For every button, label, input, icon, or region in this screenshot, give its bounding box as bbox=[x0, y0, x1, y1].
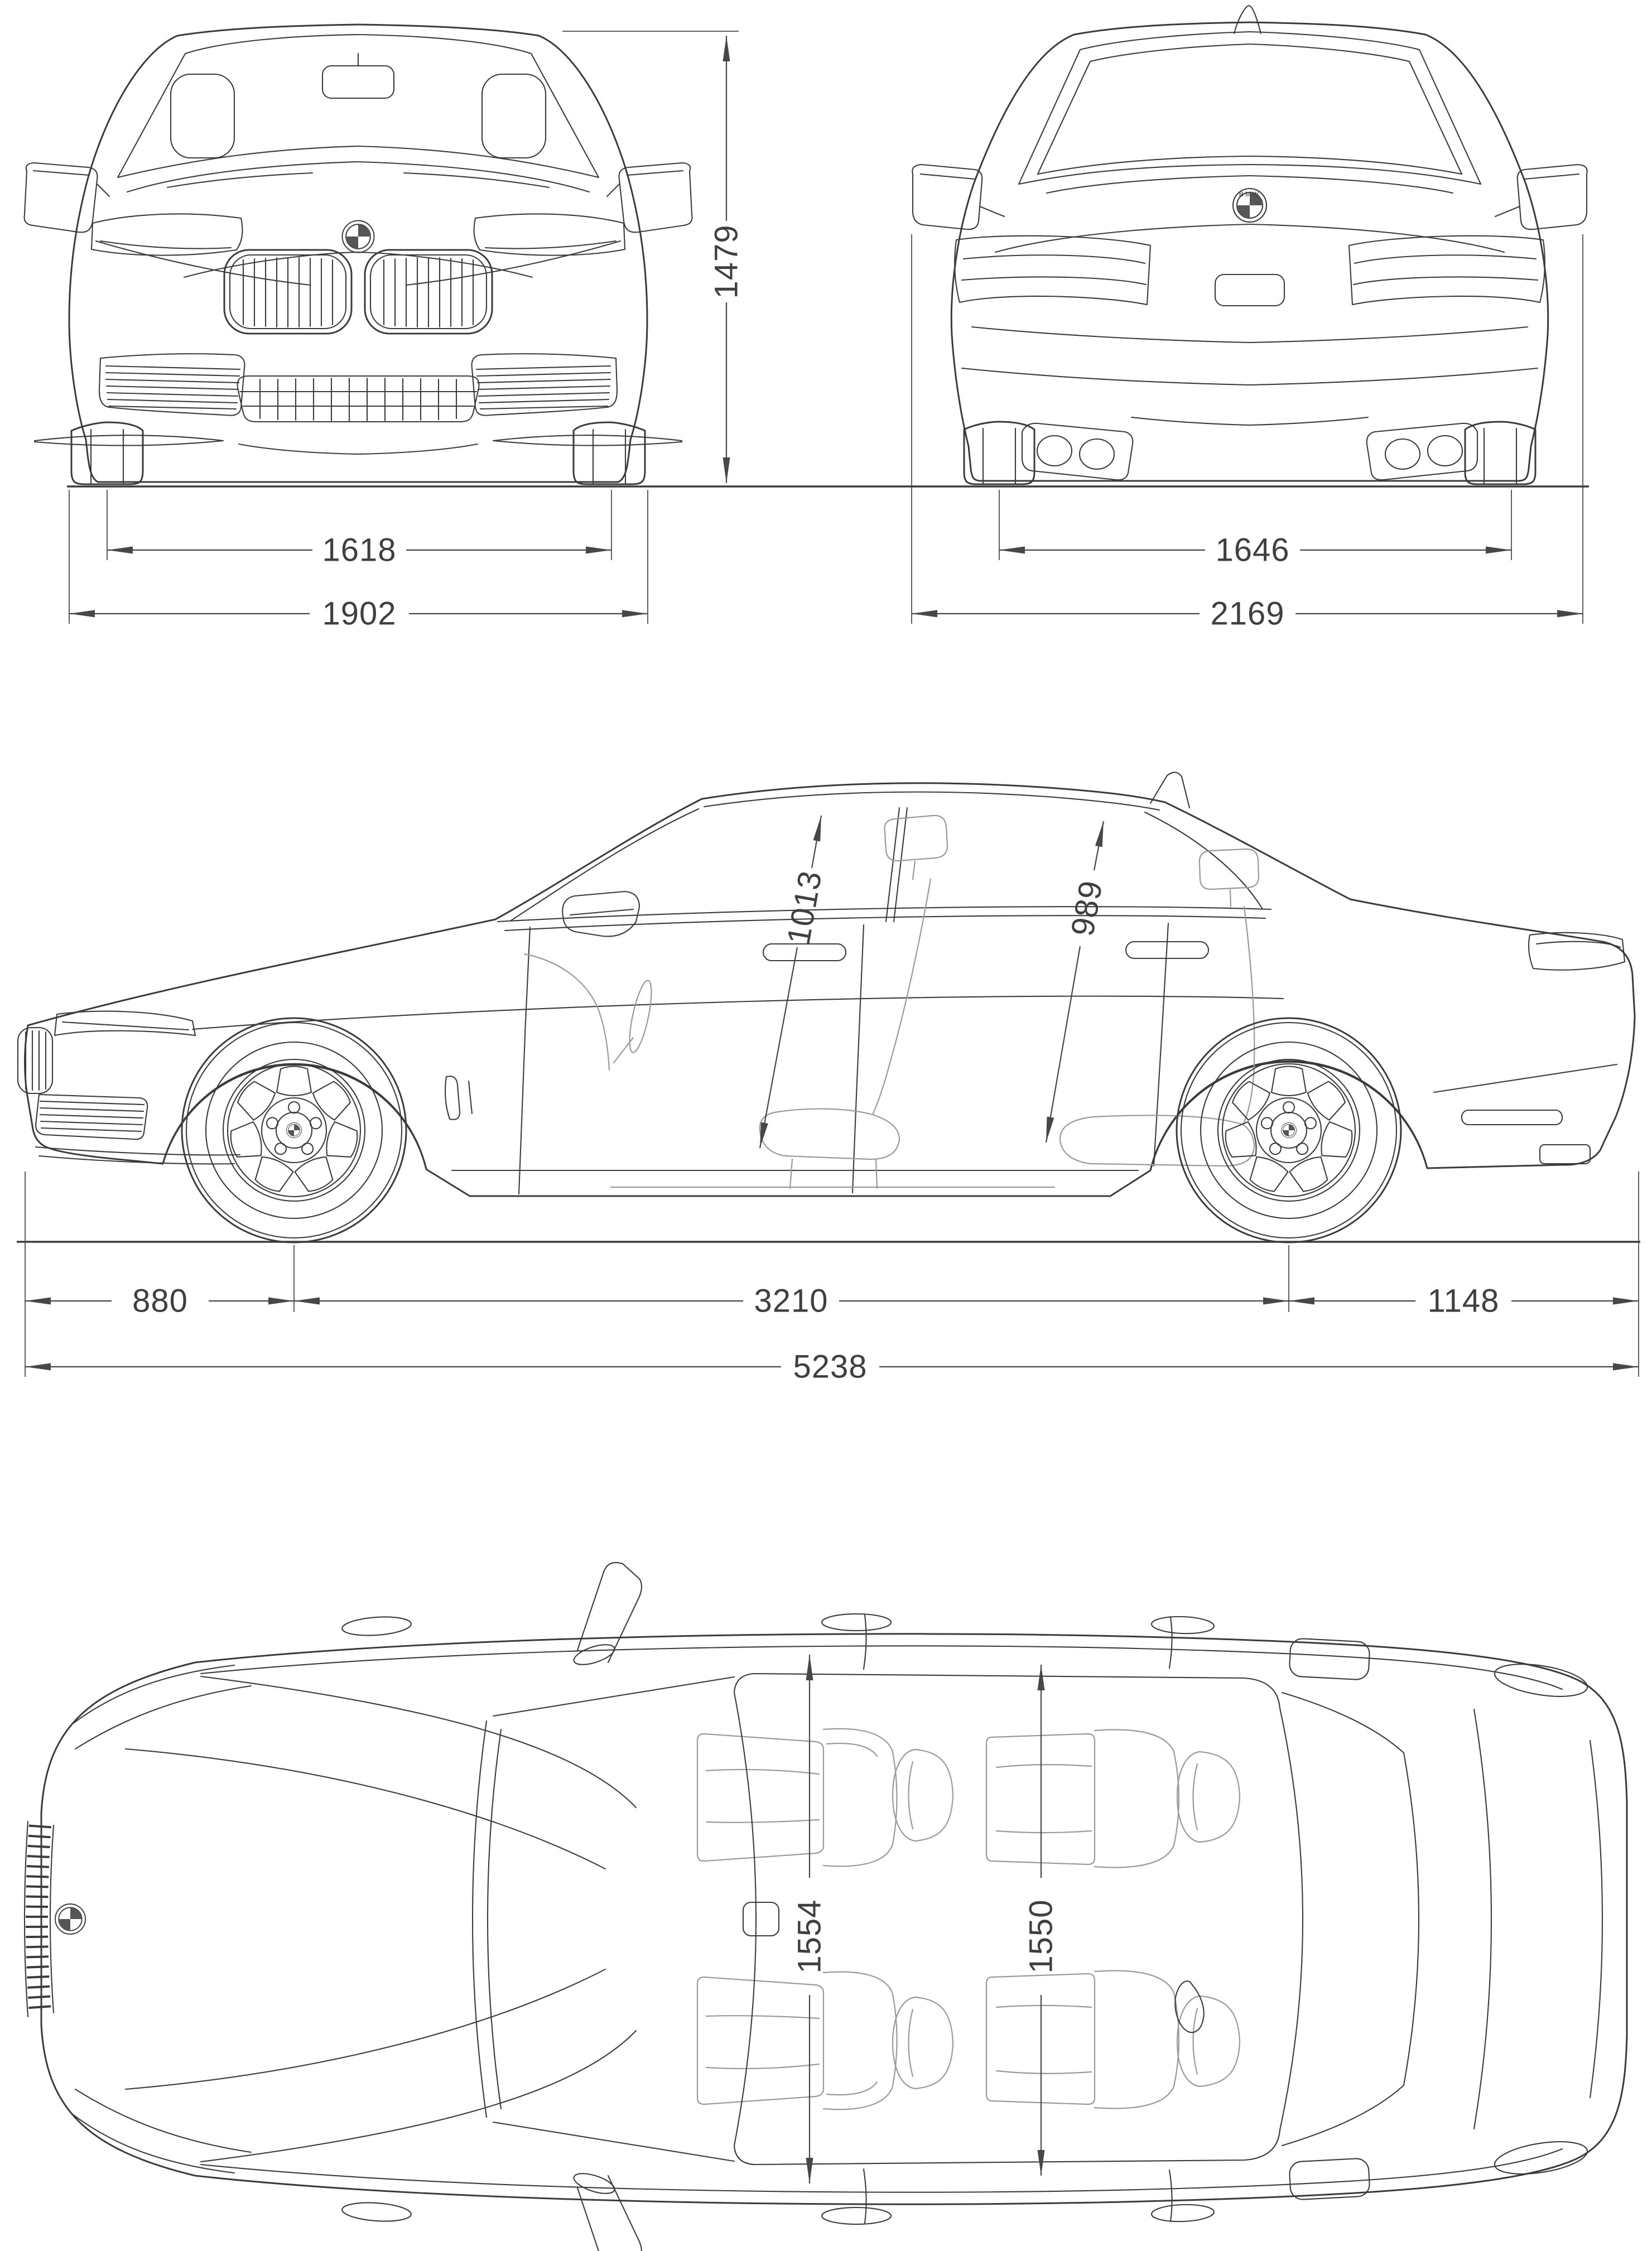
rear-console-teardrop bbox=[1175, 1981, 1203, 2032]
trunk-handle bbox=[1215, 274, 1284, 306]
front-intake bbox=[36, 1095, 147, 1139]
c-pillar-top bbox=[1282, 1693, 1404, 1753]
front-view-left-half bbox=[25, 25, 358, 484]
top-view bbox=[25, 1563, 1627, 2251]
rear-seat-top bbox=[986, 1730, 1240, 1868]
bumper-line bbox=[962, 368, 1250, 385]
side-mirror bbox=[912, 165, 1004, 229]
dimension-wheelbase bbox=[294, 1283, 1289, 1319]
shoulder-line bbox=[201, 1646, 1562, 1689]
rear-bumper-crease bbox=[1434, 1064, 1617, 1092]
trunk-cut bbox=[1474, 1709, 1491, 2129]
rear-bumper-inner bbox=[1590, 1741, 1602, 2098]
dimension-front-interior-width-label: 1554 bbox=[791, 1899, 828, 1974]
dimension-rear-headroom bbox=[1046, 821, 1110, 1143]
roof-edge bbox=[734, 1674, 1280, 1708]
c-pillar bbox=[1145, 812, 1262, 908]
dimension-overall-height-label: 1479 bbox=[708, 224, 745, 299]
front-seat-top bbox=[697, 1729, 953, 1867]
rear-wheel bbox=[1177, 1018, 1401, 1242]
rear-seatback bbox=[1243, 907, 1254, 1125]
exhaust-tips bbox=[1022, 423, 1133, 480]
hood-line bbox=[201, 1676, 636, 1807]
dimension-width-incl-mirrors-label: 2169 bbox=[1210, 595, 1285, 632]
interior-mirror-top bbox=[743, 1902, 779, 1936]
a-pillar bbox=[511, 809, 699, 920]
cowl-arc bbox=[473, 1721, 501, 2117]
b-pillar bbox=[886, 808, 907, 922]
top-view-upper-half bbox=[41, 1563, 1627, 1919]
side-mirror-top bbox=[572, 1563, 642, 1669]
front-door-cut bbox=[519, 927, 530, 1194]
front-wheel bbox=[182, 1018, 406, 1242]
dimension-rear-interior-width-label: 1550 bbox=[1023, 1899, 1059, 1974]
windshield bbox=[118, 35, 358, 177]
front-arch-lip bbox=[163, 1064, 426, 1168]
rear-reflector bbox=[1462, 1110, 1562, 1125]
dimension-front-overhang bbox=[25, 1283, 294, 1319]
door-cut-top bbox=[864, 1615, 1172, 1669]
dimension-rear-track-label: 1646 bbox=[1215, 532, 1290, 568]
dimension-overall-length-label: 5238 bbox=[793, 1348, 868, 1385]
a-pillar-top bbox=[493, 1677, 734, 1716]
rear-view bbox=[912, 6, 1587, 632]
fender-vent bbox=[445, 1076, 472, 1120]
dimension-overall-length bbox=[25, 1349, 1639, 1385]
exhaust-side bbox=[1540, 1145, 1590, 1164]
fin-antenna bbox=[1150, 772, 1189, 808]
dimension-rear-overhang bbox=[1289, 1283, 1639, 1319]
front-seatback bbox=[873, 879, 931, 1115]
dimension-rear-overhang-label: 1148 bbox=[1427, 1283, 1500, 1319]
side-view bbox=[17, 772, 1640, 1385]
dimension-front-track bbox=[107, 490, 611, 568]
dimension-overall-height bbox=[562, 31, 745, 483]
rear-door-cut bbox=[1154, 923, 1168, 1166]
interior-mirror bbox=[322, 66, 394, 98]
rear-window-rear-edge bbox=[1404, 1753, 1419, 2085]
front-tire bbox=[71, 422, 143, 484]
headlight-top bbox=[73, 1665, 251, 1749]
chin-accent bbox=[35, 435, 223, 445]
tail-light-top bbox=[1492, 1659, 1590, 1702]
side-mirror bbox=[562, 891, 639, 936]
dimension-rear-interior-width bbox=[1023, 1665, 1059, 2176]
kidney-grille bbox=[224, 250, 351, 334]
rear-window-front-edge bbox=[1280, 1708, 1303, 2130]
tail-light bbox=[955, 236, 1150, 305]
body-outline bbox=[25, 783, 1635, 1196]
door-handle-top bbox=[822, 1614, 891, 1631]
headrest bbox=[171, 74, 234, 158]
character-line bbox=[192, 996, 1283, 1029]
dashboard bbox=[524, 954, 609, 1070]
fin-antenna bbox=[1234, 6, 1261, 33]
door-handle bbox=[763, 944, 846, 961]
front-cushion bbox=[760, 1109, 899, 1159]
dimension-front-headroom bbox=[760, 816, 829, 1148]
front-headrest bbox=[884, 816, 947, 879]
hood-line bbox=[126, 1749, 605, 1869]
windshield-rear-edge bbox=[734, 1693, 756, 2146]
center-air-intake bbox=[238, 376, 479, 422]
door-cut bbox=[853, 925, 864, 1193]
rear-arch-lip bbox=[1150, 1061, 1427, 1169]
headlight bbox=[55, 1011, 195, 1035]
rear-tire bbox=[964, 422, 1034, 484]
front-grille-hatch bbox=[37, 1825, 40, 2013]
rear-cushion bbox=[1060, 1115, 1254, 1166]
dimension-wheelbase-label: 3210 bbox=[754, 1283, 829, 1319]
headlight bbox=[91, 214, 242, 255]
rear-view-left-half bbox=[912, 22, 1250, 484]
trim-oval bbox=[341, 1615, 412, 1638]
rear-headrest bbox=[1200, 849, 1259, 907]
bmw-logo-text: BMW bbox=[1239, 190, 1261, 198]
trunk-line bbox=[995, 224, 1250, 252]
door-handle-top bbox=[1152, 1616, 1215, 1635]
kidney-grille-side bbox=[18, 1028, 52, 1093]
dimension-rear-headroom-label: 989 bbox=[1064, 878, 1110, 939]
dimension-width-incl-mirrors bbox=[912, 234, 1583, 632]
side-air-intake bbox=[99, 354, 244, 415]
dimension-front-overhang-label: 880 bbox=[132, 1283, 188, 1319]
dimension-front-headroom-label: 1013 bbox=[780, 867, 829, 948]
dimension-front-track-label: 1618 bbox=[322, 532, 397, 568]
dimension-overall-width-label: 1902 bbox=[322, 595, 397, 632]
dimension-front-interior-width bbox=[792, 1655, 828, 2183]
beltline bbox=[498, 907, 1271, 931]
dimension-rear-track bbox=[999, 490, 1511, 568]
front-view bbox=[25, 25, 745, 632]
